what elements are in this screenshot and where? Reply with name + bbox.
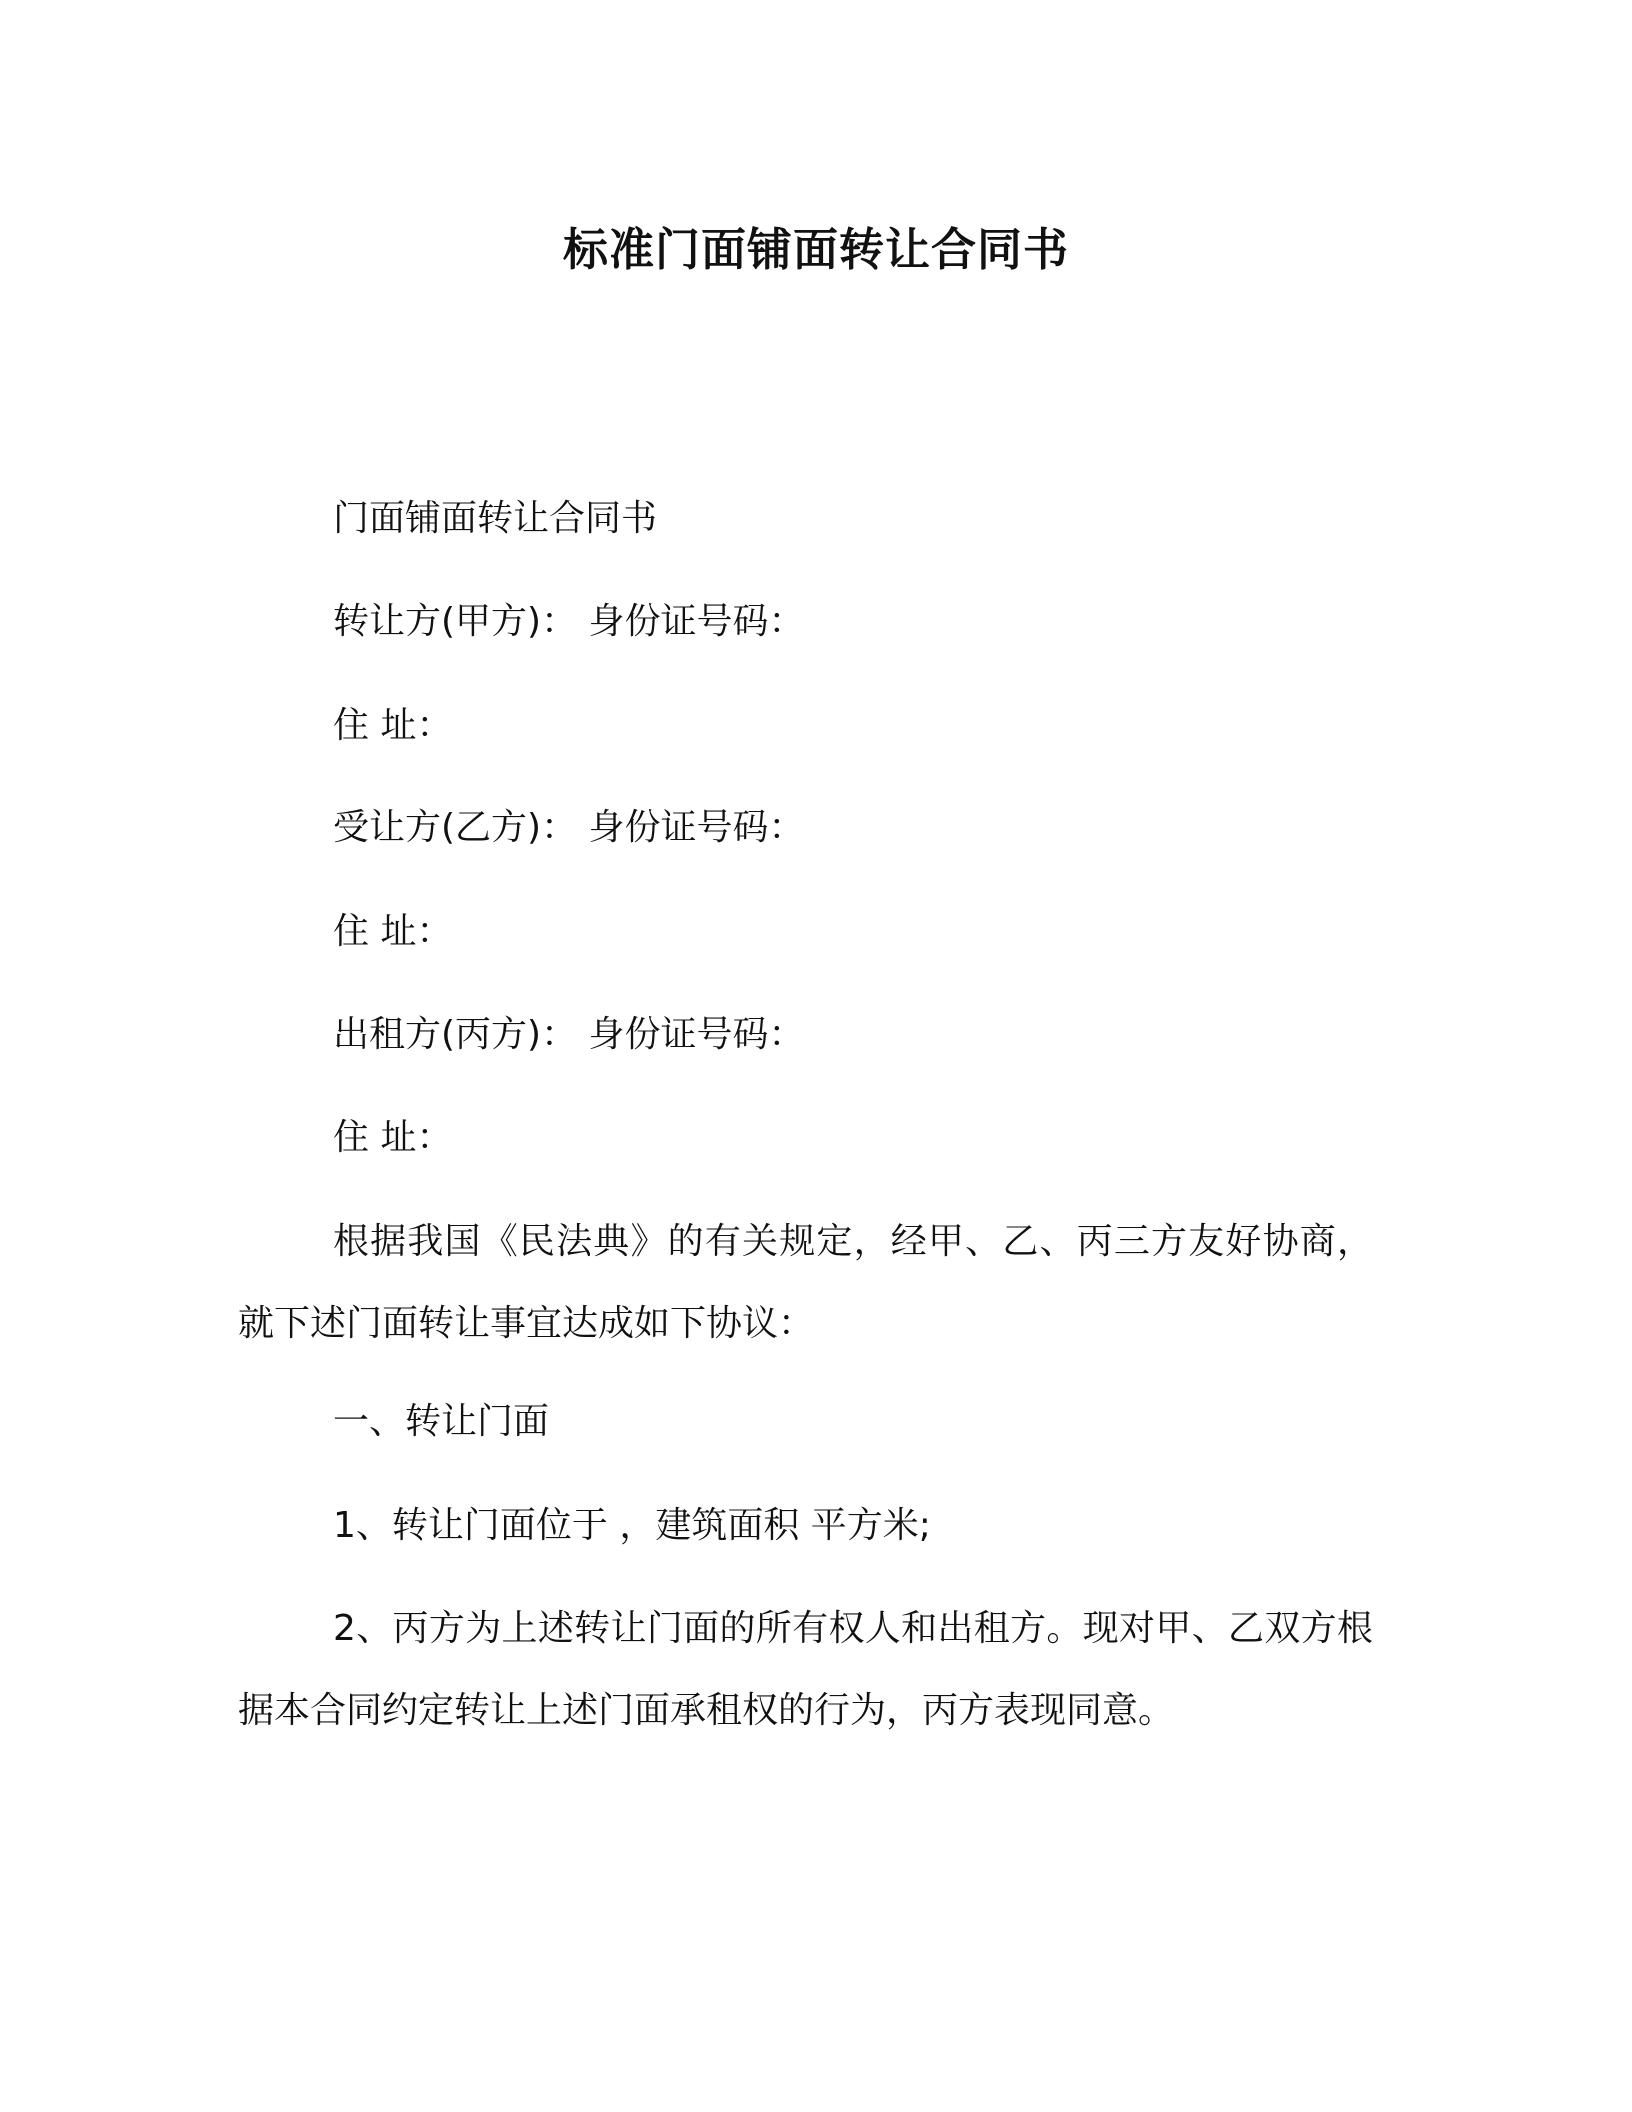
party-b-address: 住 址： bbox=[333, 911, 453, 952]
party-b-line: 受让方(乙方)： 身份证号码： bbox=[333, 807, 805, 848]
clause-1: 1、转让门面位于 ，建筑面积 平方米; bbox=[333, 1505, 931, 1546]
party-c-line: 出租方(丙方)： 身份证号码： bbox=[333, 1014, 805, 1055]
party-c-address: 住 址： bbox=[333, 1117, 453, 1158]
party-a-line: 转让方(甲方)： 身份证号码： bbox=[333, 601, 805, 642]
clause-2: 2、丙方为上述转让门面的所有权人和出租方。现对甲、乙双方根据本合同约定转让上述门面承租权的行为，丙方表现同意。 bbox=[238, 1608, 1373, 1731]
document-title: 标准门面铺面转让合同书 bbox=[562, 223, 1069, 276]
preamble-paragraph: 根据我国《民法典》的有关规定，经甲、乙、丙三方友好协商，就下述门面转让事宜达成如下协议： bbox=[238, 1221, 1373, 1344]
contract-subtitle: 门面铺面转让合同书 bbox=[333, 498, 658, 539]
party-a-address: 住 址： bbox=[333, 705, 453, 746]
section-1-heading: 一、转让门面 bbox=[333, 1401, 550, 1442]
